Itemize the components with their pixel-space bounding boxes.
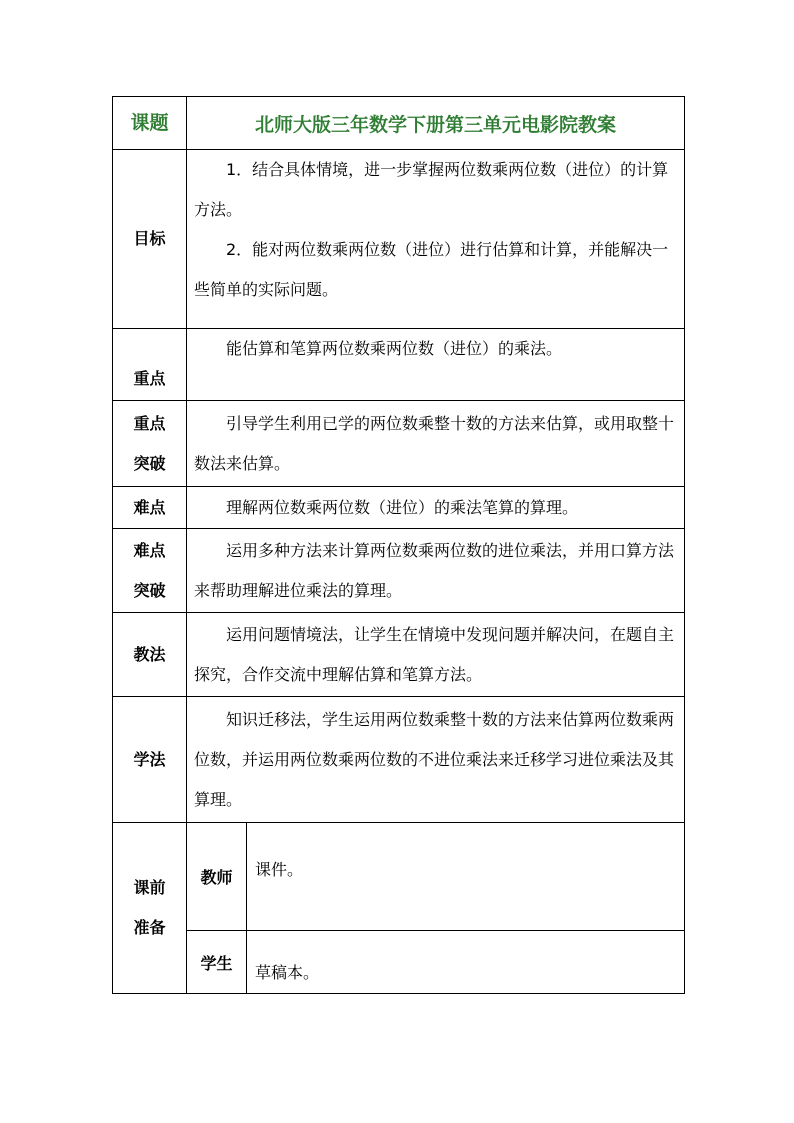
goal-item-1: 1．结合具体情境，进一步掌握两位数乘两位数（进位）的计算方法。 [194, 160, 669, 219]
teacher-prep-cell [247, 823, 685, 931]
key-breakthrough-label-line1: 重点 [133, 413, 166, 433]
teaching-method-content [187, 613, 685, 697]
goals-label: 目标 [113, 150, 187, 329]
key-points-text: 能估算和笔算两位数乘两位数（进位）的乘法。 [226, 339, 563, 358]
student-label: 学生 [187, 931, 247, 994]
learning-method-text: 知识迁移法，学生运用两位数乘整十数的方法来估算两位数乘两位数，并运用两位数乘两位数的不进位乘法来迁移学习进位乘法及其算理。 [194, 709, 675, 809]
goals-content [187, 150, 685, 329]
preparation-label [113, 823, 187, 994]
lesson-title: 北师大版三年数学下册第三单元电影院教案 [187, 97, 685, 150]
teaching-method-label: 教法 [113, 613, 187, 697]
key-breakthrough-label-line2: 突破 [133, 453, 166, 473]
preparation-label-line2: 准备 [133, 918, 166, 937]
difficulty-breakthrough-content [187, 529, 685, 613]
teacher-prep-text: 课件。 [255, 860, 304, 879]
difficulty-breakthrough-text: 运用多种方法来计算两位数乘两位数的进位乘法，并用口算方法来帮助理解进位乘法的算理。 [194, 540, 675, 600]
teaching-method-text: 运用问题情境法，让学生在情境中发现问题并解决问，在题自主探究，合作交流中理解估算和笔算方法。 [194, 624, 675, 684]
topic-label: 课题 [113, 97, 187, 150]
key-breakthrough-label [113, 401, 187, 487]
lesson-plan-table [112, 96, 685, 994]
difficulty-breakthrough-label-line1: 难点 [133, 540, 166, 560]
teacher-label: 教师 [187, 823, 247, 931]
key-points-content [187, 329, 685, 401]
difficulty-content [187, 487, 685, 529]
learning-method-label: 学法 [113, 697, 187, 823]
difficulty-breakthrough-label [113, 529, 187, 613]
difficulty-text: 理解两位数乘两位数（进位）的乘法笔算的算理。 [226, 497, 579, 517]
learning-method-content [187, 697, 685, 823]
key-points-label [113, 329, 187, 401]
student-prep-text: 草稿本。 [255, 962, 320, 982]
difficulty-breakthrough-label-line2: 突破 [133, 580, 166, 600]
key-breakthrough-content [187, 401, 685, 487]
key-points-label-text: 重点 [133, 368, 166, 388]
difficulty-label: 难点 [113, 487, 187, 529]
preparation-label-line1: 课前 [133, 878, 166, 897]
key-breakthrough-text: 引导学生利用已学的两位数乘整十数的方法来估算，或用取整十数法来估算。 [194, 413, 675, 473]
student-prep-cell [247, 931, 685, 994]
goal-item-2: 2．能对两位数乘两位数（进位）进行估算和计算，并能解决一些简单的实际问题。 [194, 240, 669, 299]
